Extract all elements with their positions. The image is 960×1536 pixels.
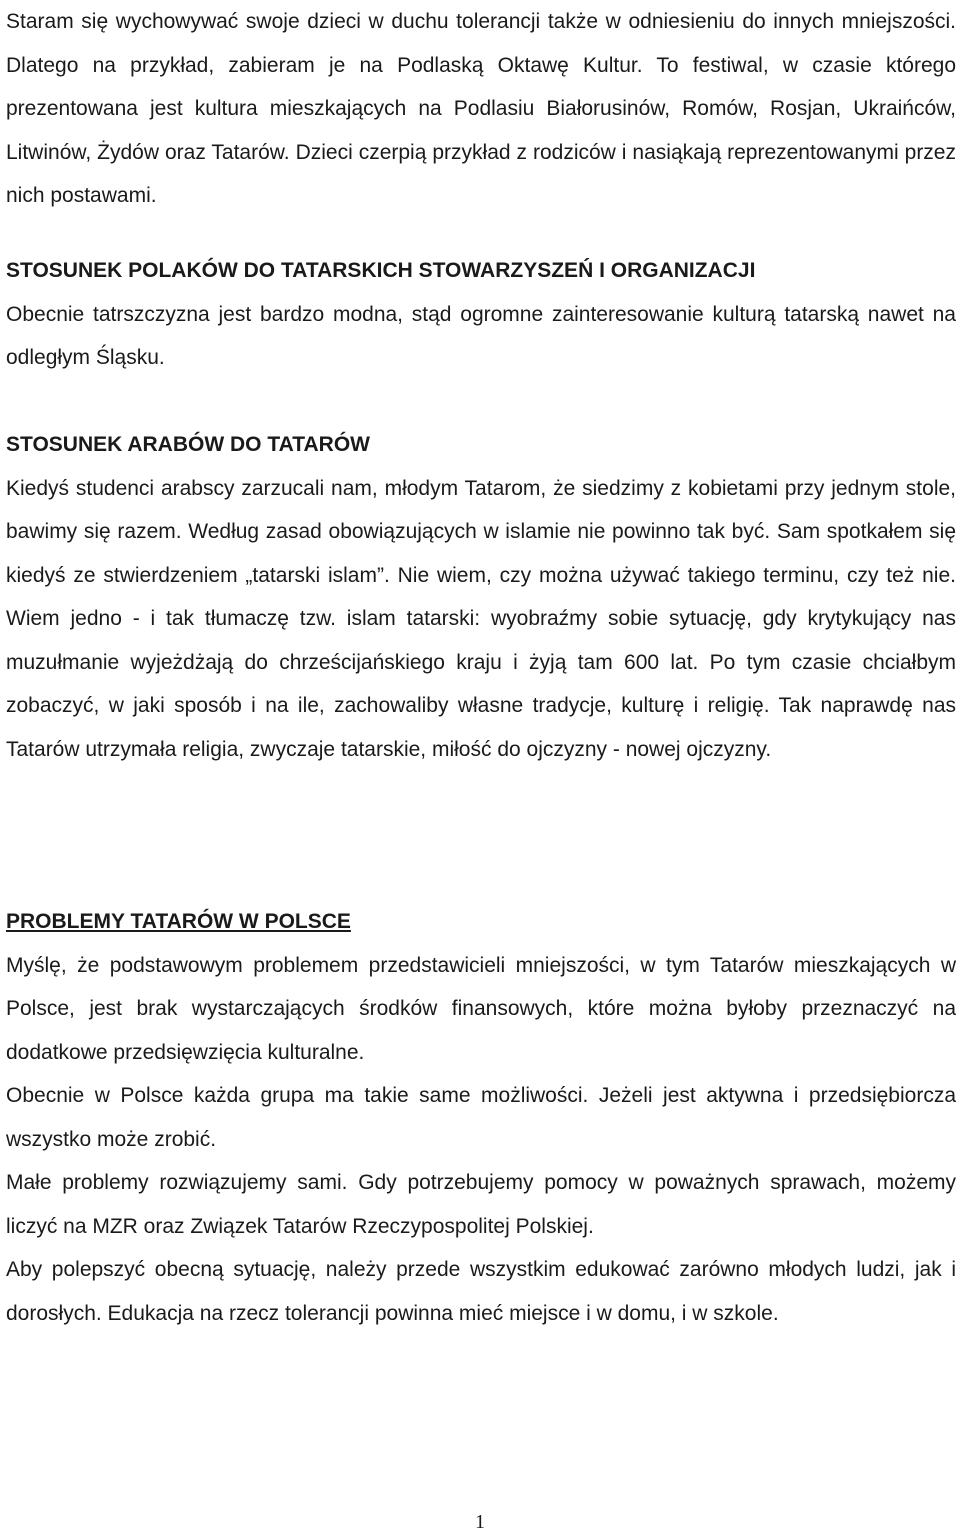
intro-section [6,0,956,218]
section-paragraph-poles: Obecnie tatrszczyzna jest bardzo modna, stąd ogromne zainteresowanie kulturą tatarską nawet na odległym Śląsku. [6,302,956,369]
problems-paragraph-4: Aby polepszyć obecną sytuację, należy przede wszystkim edukować zarówno młodych ludzi, jak i dorosłych. Edukacja na rzecz tolerancji powinna mieć miejsce i w domu, i w szkole. [6,1258,956,1325]
intro-paragraph: Staram się wychowywać swoje dzieci w duchu tolerancji także w odniesieniu do innych mniejszości. Dlatego na przykład, zabieram je na Podlaską Oktawę Kultur. To festiwal, w czasie którego prezentowana jest kultura mieszkających na Podlasiu Białorusinów, Romów, Rosjan, Ukraińców, Litwinów, Żydów oraz Tatarów. Dzieci czerpią przykład z rodziców i nasiąkają reprezentowanymi przez nich postawami. [6,10,956,207]
section-heading-arabs: STOSUNEK ARABÓW DO TATARÓW [6,433,370,456]
problems-paragraph-1: Myślę, że podstawowym problemem przedstawicieli mniejszości, w tym Tatarów mieszkających w Polsce, jest brak wystarczających środków finansowych, które można byłoby przeznaczyć na dodatkowe przedsięwzięcia kulturalne. [6,953,956,1064]
problems-paragraph-2: Obecnie w Polsce każda grupa ma takie same możliwości. Jeżeli jest aktywna i przedsiębiorcza wszystko może zrobić. [6,1084,956,1151]
section-arabs [6,423,956,771]
section-heading-problems: PROBLEMY TATARÓW W POLSCE [6,910,351,933]
problems-paragraph-3: Małe problemy rozwiązujemy sami. Gdy potrzebujemy pomocy w poważnych sprawach, możemy liczyć na MZR oraz Związek Tatarów Rzeczypospolitej Polskiej. [6,1171,956,1238]
section-problems [6,900,956,1335]
page-number: 1 [475,1511,485,1533]
section-heading-poles: STOSUNEK POLAKÓW DO TATARSKICH STOWARZYSZEŃ I ORGANIZACJI [6,259,756,282]
section-poles [6,249,956,380]
section-paragraph-arabs: Kiedyś studenci arabscy zarzucali nam, młodym Tatarom, że siedzimy z kobietami przy jednym stole, bawimy się razem. Według zasad obowiązujących w islamie nie powinno tak być. Sam spotkałem się kiedyś ze stwierdzeniem „tatarski islam”. Nie wiem, czy można używać takiego terminu, czy też nie. Wiem jedno - i tak tłumaczę tzw. islam tatarski: wyobraźmy sobie sytuację, gdy krytykujący nas muzułmanie wyjeżdżają do chrześcijańskiego kraju i żyją tam 600 lat. Po tym czasie chciałbym zobaczyć, w jaki sposób i na ile, zachowaliby własne tradycje, kulturę i religię. Tak naprawdę nas Tatarów utrzymała religia, zwyczaje tatarskie, miłość do ojczyzny - nowej ojczyzny. [6,476,956,761]
